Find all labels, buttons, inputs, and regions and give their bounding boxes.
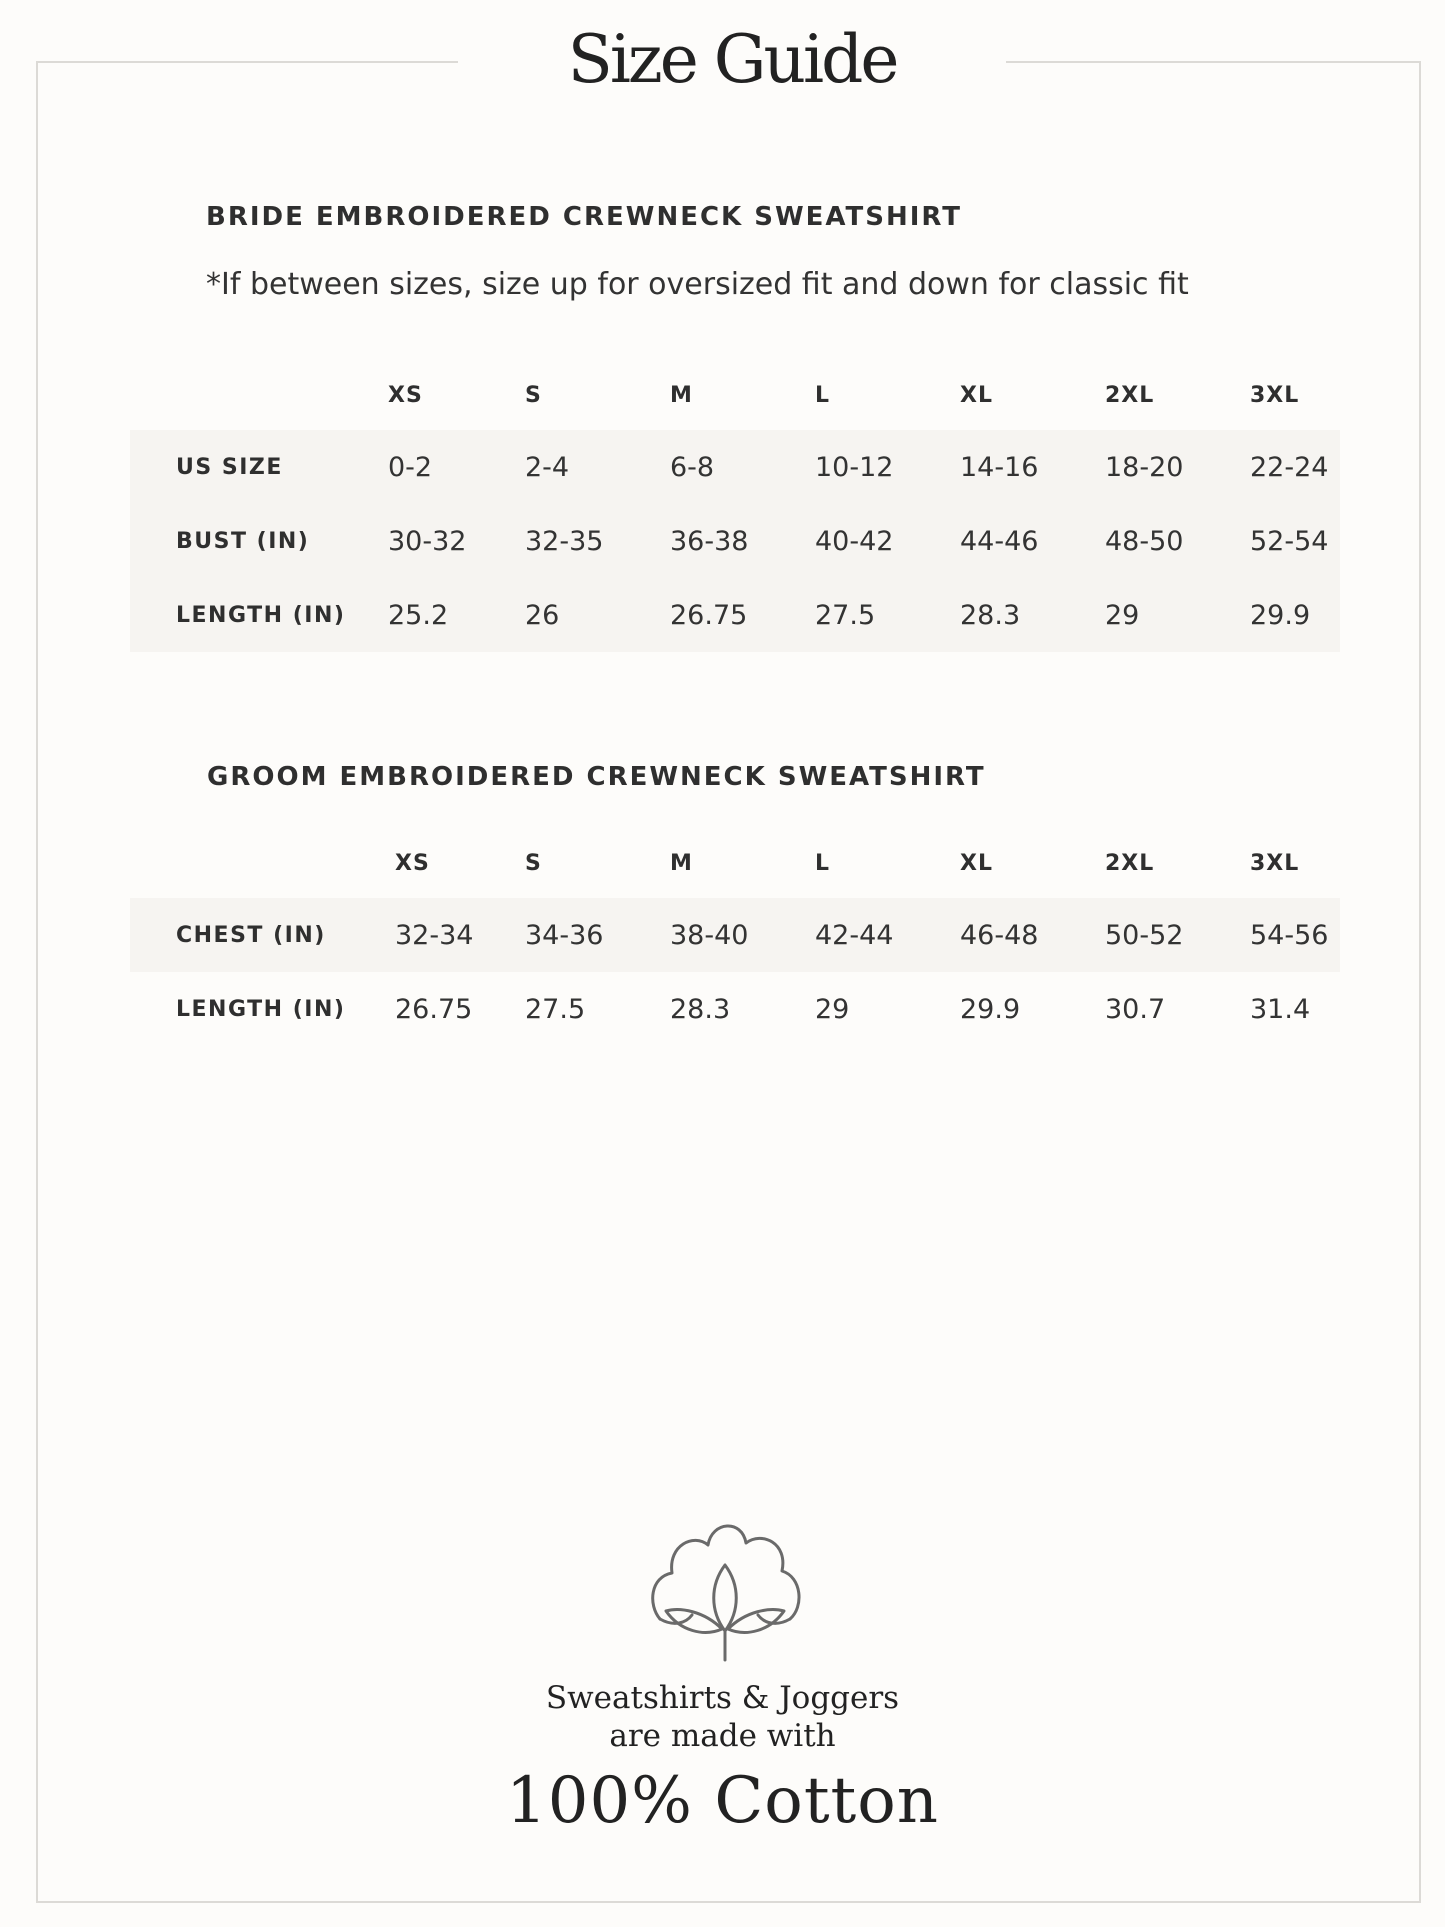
bride-col-xl: XL [960,382,993,408]
cell: 52-54 [1250,504,1340,578]
cell: 29 [815,993,850,1025]
cell: 29.9 [960,993,1021,1025]
row-label: US SIZE [130,430,388,504]
cell: 6-8 [670,430,815,504]
row-label: LENGTH (IN) [176,996,346,1022]
cell: 27.5 [815,578,960,652]
cell: 44-46 [960,504,1105,578]
cell: 25.2 [388,578,525,652]
cell: 46-48 [960,898,1105,972]
cell: 28.3 [670,993,731,1025]
bride-col-3xl: 3XL [1250,382,1300,408]
cell: 34-36 [525,898,670,972]
cell: 14-16 [960,430,1105,504]
cell: 30-32 [388,504,525,578]
cell: 32-35 [525,504,670,578]
cell: 10-12 [815,430,960,504]
cotton-boll-icon [646,1515,804,1663]
cell: 29 [1105,578,1250,652]
cell: 26.75 [395,993,473,1025]
cotton-headline: 100% Cotton [506,1764,939,1838]
cell: 36-38 [670,504,815,578]
title-wrap [458,0,1006,120]
cell: 28.3 [960,578,1105,652]
cell: 18-20 [1105,430,1250,504]
bride-col-s: S [525,382,542,408]
cell: 31.4 [1250,993,1311,1025]
bride-col-2xl: 2XL [1105,382,1155,408]
groom-col-s: S [525,850,542,876]
groom-col-2xl: 2XL [1105,850,1155,876]
row-label: CHEST (IN) [130,898,395,972]
groom-col-l: L [815,850,831,876]
cell: 22-24 [1250,430,1340,504]
cell: 32-34 [395,898,525,972]
cell: 26 [525,578,670,652]
cell: 40-42 [815,504,960,578]
groom-section-title: GROOM EMBROIDERED CREWNECK SWEATSHIRT [207,762,986,792]
cell: 27.5 [525,993,586,1025]
groom-header-blank [130,828,395,898]
table-row [130,898,1340,972]
bride-header-blank [130,360,388,430]
bride-section-title: BRIDE EMBROIDERED CREWNECK SWEATSHIRT [206,202,963,232]
cell: 42-44 [815,898,960,972]
table-row [130,578,1340,652]
groom-size-table [130,828,1340,1046]
groom-col-3xl: 3XL [1250,850,1300,876]
cell: 30.7 [1105,993,1166,1025]
table-row [130,972,1340,1046]
groom-col-xl: XL [960,850,993,876]
bride-col-l: L [815,382,831,408]
sizing-note: *If between sizes, size up for oversized fit and down for classic fit [206,267,1189,302]
row-label: BUST (IN) [130,504,388,578]
groom-header-row [130,828,1340,898]
cell: 26.75 [670,578,815,652]
cell: 2-4 [525,430,670,504]
table-row [130,430,1340,504]
groom-col-xs: XS [395,850,430,876]
bride-col-m: M [670,382,693,408]
cell: 50-52 [1105,898,1250,972]
bride-header-row [130,360,1340,430]
cell: 0-2 [388,430,525,504]
groom-col-m: M [670,850,693,876]
footer-line-2: are made with [609,1718,836,1754]
footer-line-1: Sweatshirts & Joggers [545,1680,900,1716]
cell: 54-56 [1250,898,1340,972]
page-title: Size Guide [567,21,897,98]
cell: 29.9 [1250,578,1340,652]
row-label: LENGTH (IN) [130,578,388,652]
bride-col-xs: XS [388,382,423,408]
table-row [130,504,1340,578]
bride-size-table [130,360,1340,652]
cell: 48-50 [1105,504,1250,578]
cell: 38-40 [670,898,815,972]
